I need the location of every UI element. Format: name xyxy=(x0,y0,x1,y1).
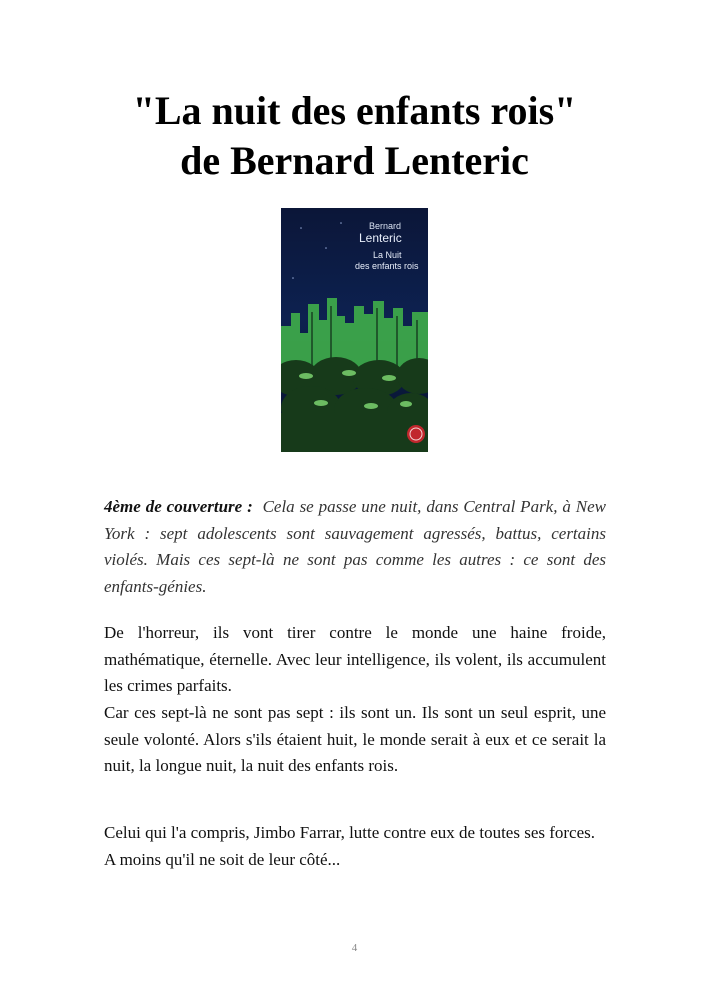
star xyxy=(325,247,327,249)
paragraph-1: De l'horreur, ils vont tirer contre le monde une haine froide, mathématique, éternelle. Avec leur intelligence, ils volent, ils accumulent les crimes parfaits. xyxy=(104,623,606,695)
cover-title-line-2: des enfants rois xyxy=(355,261,419,271)
book-cover-image xyxy=(281,208,428,452)
blurb-text: Cela se passe une nuit, dans Central Park, à New York : sept adolescents sont sauvagement agressés, battus, certains violés. Mais ces sept-là ne sont pas comme les autres : ce sont des enfants-génies. xyxy=(104,497,606,596)
title-line-1: "La nuit des enfants rois" xyxy=(132,88,577,133)
paragraph-3-group xyxy=(104,820,606,873)
star xyxy=(340,222,342,224)
page-number: 4 xyxy=(351,942,358,954)
paragraph-4: A moins qu'il ne soit de leur côté... xyxy=(104,849,341,869)
title-line-2: de Bernard Lenteric xyxy=(180,138,529,183)
cover-author-first: Bernard xyxy=(369,221,402,231)
paragraph-3: Celui qui l'a compris, Jimbo Farrar, lutte contre eux de toutes ses forces. xyxy=(104,823,596,842)
star xyxy=(300,227,302,229)
star xyxy=(292,277,294,279)
page-title xyxy=(0,86,709,186)
blurb-label: 4ème de couverture : xyxy=(104,497,253,516)
cover-author-last: Lenteric xyxy=(359,231,402,245)
back-cover-blurb xyxy=(104,494,606,600)
cover-title-line-1: La Nuit xyxy=(373,250,402,260)
publisher-logo xyxy=(407,425,425,443)
cover-illustration xyxy=(281,208,428,452)
paragraph-2: Car ces sept-là ne sont pas sept : ils sont un. Ils sont un seul esprit, une seule volonté. Alors s'ils étaient huit, le monde serait à eux et ce serait la nuit, la longue nuit, la nuit des enfants rois. xyxy=(104,703,606,775)
